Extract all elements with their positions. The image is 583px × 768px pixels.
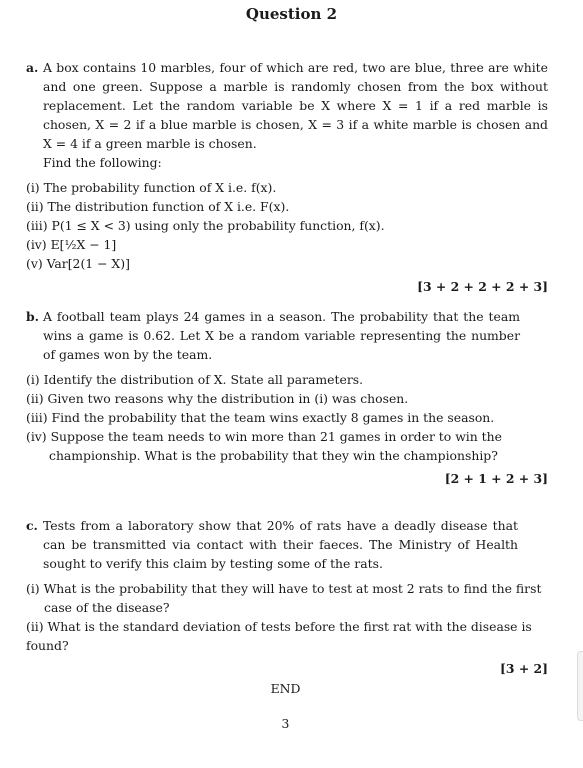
section-a-parts	[26, 178, 548, 273]
section-a-intro	[26, 58, 548, 172]
section-b-label: b.	[26, 309, 39, 324]
section-b-intro	[26, 307, 548, 364]
section-a-label: a.	[26, 60, 39, 75]
section-b	[26, 307, 548, 488]
end-label: END	[270, 681, 301, 696]
list-item: (v) Var[2(1 − X)]	[26, 256, 130, 271]
section-c-marks: [3 + 2]	[500, 661, 548, 676]
section-b-parts	[26, 370, 548, 465]
section-c-label: c.	[26, 518, 38, 533]
section-b-marks: [2 + 1 + 2 + 3]	[444, 471, 548, 486]
section-a-find: Find the following:	[43, 155, 162, 170]
scroll-tab[interactable]	[577, 651, 583, 721]
section-b-text: A football team plays 24 games in a season. The probability that the team wins a game is 0.62. Let X be a random variable representing the number of games won by the team.	[43, 309, 520, 362]
section-a	[26, 58, 548, 296]
list-item: (i) What is the probability that they will have to test at most 2 rats to find the first case of the disease?	[26, 581, 542, 615]
list-item: (iii) Find the probability that the team wins exactly 8 games in the season.	[26, 410, 495, 425]
question-title: Question 2	[245, 5, 338, 23]
list-item: (ii) What is the standard deviation of tests before the first rat with the disease is found?	[26, 619, 532, 653]
list-item: (iv) Suppose the team needs to win more than 21 games in order to win the championship. What is the probability that they win the championship?	[26, 429, 502, 463]
section-a-text: A box contains 10 marbles, four of which are red, two are blue, three are white and one green. Suppose a marble is randomly chosen from the box without replacement. Let the random variable be X where X = 1 if a red marble is chosen, X = 2 if a blue marble is chosen, X = 3 if a white marble is chosen and X = 4 if a green marble is chosen.	[43, 60, 548, 151]
list-item: (iv) E[½X − 1]	[26, 237, 117, 252]
list-item: (ii) The distribution function of X i.e. F(x).	[26, 199, 290, 214]
section-c	[26, 516, 548, 678]
section-a-marks: [3 + 2 + 2 + 2 + 3]	[417, 279, 548, 294]
list-item: (i) The probability function of X i.e. f(x).	[26, 180, 277, 195]
list-item: (i) Identify the distribution of X. State all parameters.	[26, 372, 364, 387]
page-number: 3	[281, 716, 290, 731]
list-item: (iii) P(1 ≤ X < 3) using only the probability function, f(x).	[26, 218, 385, 233]
section-c-parts	[26, 579, 548, 655]
list-item: (ii) Given two reasons why the distribution in (i) was chosen.	[26, 391, 409, 406]
section-c-intro	[26, 516, 548, 573]
section-c-text: Tests from a laboratory show that 20% of rats have a deadly disease that can be transmitted via contact with their faeces. The Ministry of Health sought to verify this claim by testing some of the rats.	[43, 518, 518, 571]
